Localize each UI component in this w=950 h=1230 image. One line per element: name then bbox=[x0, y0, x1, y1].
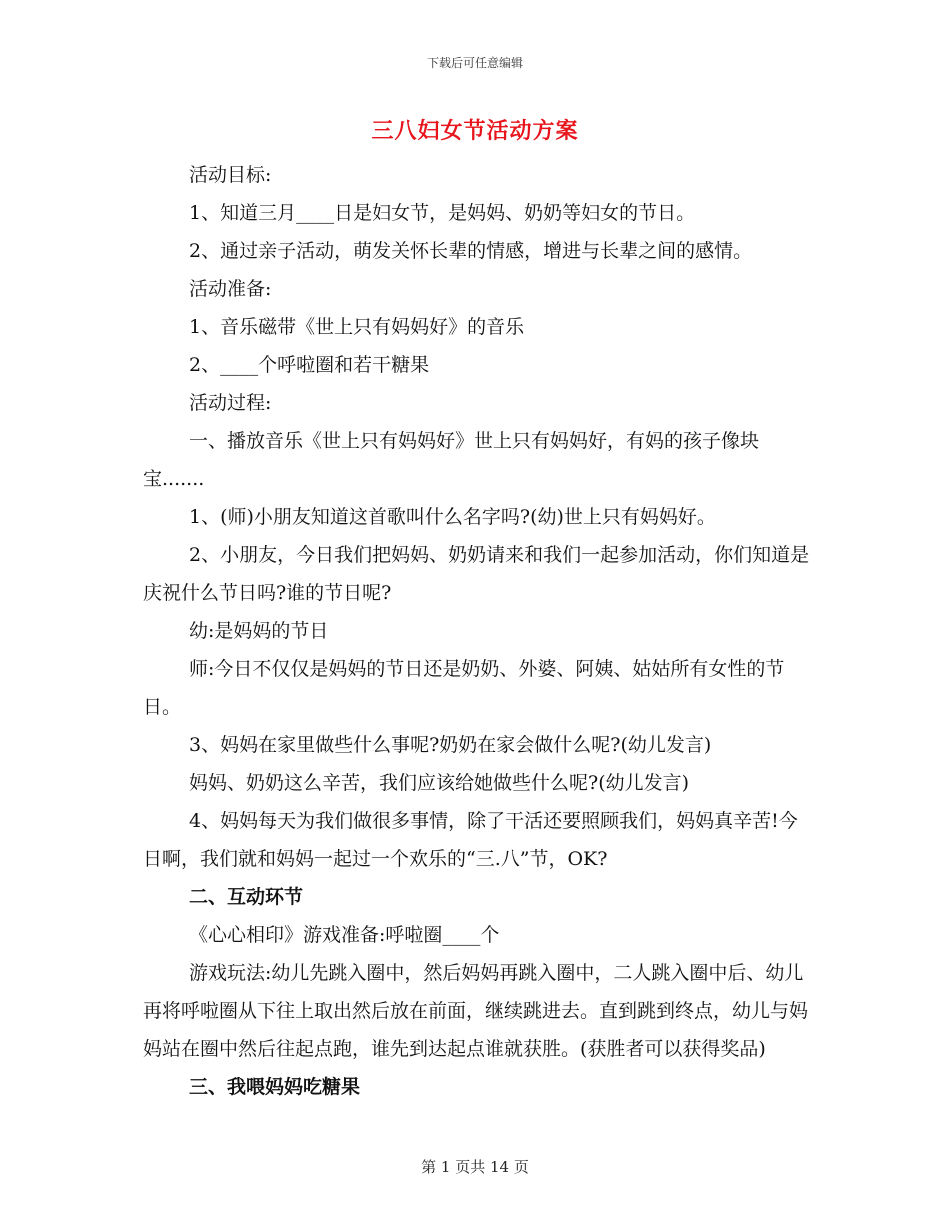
paragraph: 游戏玩法:幼儿先跳入圈中，然后妈妈再跳入圈中，二人跳入圈中后、幼儿再将呼啦圈从下往上取出然后放在前面，继续跳进去。直到跳到终点，幼儿与妈妈站在圈中然后往起点跑，谁先到达起点谁就获胜。(获胜者可以获得奖品) bbox=[143, 962, 809, 1060]
page-footer: 第 1 页共 14 页 bbox=[421, 1158, 529, 1176]
document-body bbox=[143, 156, 815, 1106]
paragraph: 活动过程: bbox=[189, 392, 272, 414]
paragraph: 1、知道三月____日是妇女节，是妈妈、奶奶等妇女的节日。 bbox=[189, 202, 696, 224]
document-title: 三八妇女节活动方案 bbox=[371, 118, 579, 144]
paragraph: 幼:是妈妈的节日 bbox=[189, 620, 329, 642]
paragraph: 《心心相印》游戏准备:呼啦圈____个 bbox=[189, 924, 500, 946]
paragraph: 1、音乐磁带《世上只有妈妈好》的音乐 bbox=[189, 316, 525, 338]
section-heading: 三、我喂妈妈吃糖果 bbox=[189, 1076, 361, 1098]
paragraph: 2、通过亲子活动，萌发关怀长辈的情感，增进与长辈之间的感情。 bbox=[189, 240, 753, 262]
paragraph: 师:今日不仅仅是妈妈的节日还是奶奶、外婆、阿姨、姑姑所有女性的节日。 bbox=[143, 658, 785, 718]
page-header: 下载后可任意编辑 bbox=[426, 56, 523, 70]
section-heading: 二、互动环节 bbox=[189, 886, 304, 908]
paragraph: 活动目标: bbox=[189, 164, 272, 186]
paragraph: 活动准备: bbox=[189, 278, 272, 300]
paragraph: 2、____个呼啦圈和若干糖果 bbox=[189, 354, 430, 376]
paragraph: 1、(师)小朋友知道这首歌叫什么名字吗?(幼)世上只有妈妈好。 bbox=[189, 506, 716, 528]
paragraph: 一、播放音乐《世上只有妈妈好》世上只有妈妈好，有妈的孩子像块宝....... bbox=[143, 430, 760, 490]
paragraph: 2、小朋友，今日我们把妈妈、奶奶请来和我们一起参加活动，你们知道是庆祝什么节日吗?谁的节日呢? bbox=[143, 544, 810, 604]
paragraph: 妈妈、奶奶这么辛苦，我们应该给她做些什么呢?(幼儿发言) bbox=[189, 772, 690, 794]
paragraph: 3、妈妈在家里做些什么事呢?奶奶在家会做什么呢?(幼儿发言) bbox=[189, 734, 712, 756]
paragraph: 4、妈妈每天为我们做很多事情，除了干活还要照顾我们，妈妈真辛苦!今日啊，我们就和妈妈一起过一个欢乐的“三.八”节，OK? bbox=[143, 810, 798, 870]
